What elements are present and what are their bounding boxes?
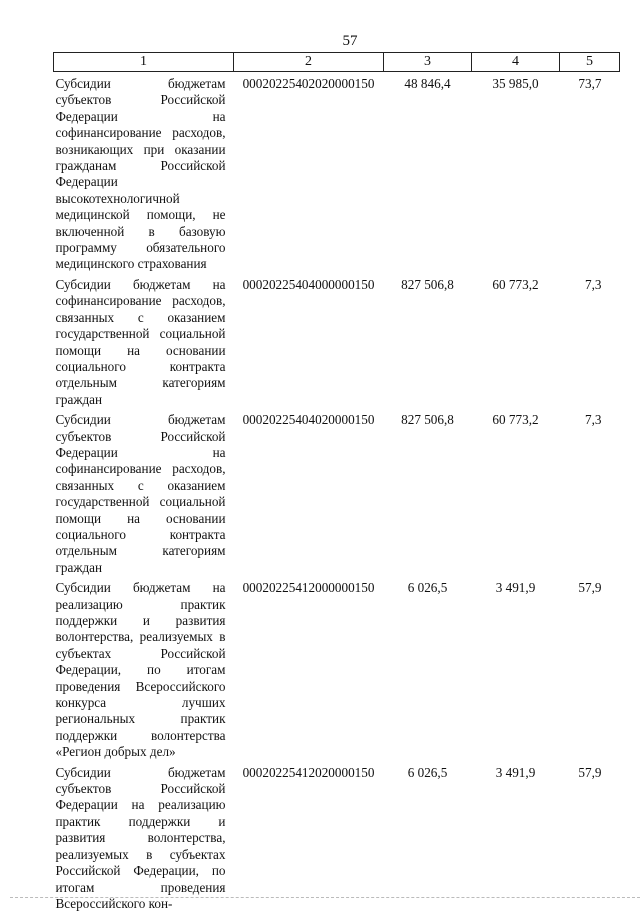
header-col-2: 2 — [234, 53, 384, 72]
row-code: 00020225404000000150 — [242, 276, 375, 292]
row-value-4: 60 773,2 — [492, 412, 539, 428]
page-number: 57 — [342, 33, 358, 49]
header-col-4: 4 — [472, 53, 560, 72]
row-description: Субсидии бюджетам на реализацию практик поддержки и развития волонтерства, реализуемых в субъектах Российской Федерации, по итогам проведения Всероссийского конкурса лучших региональных практик поддержки волонтерства «Регион добрых дел» — [55, 580, 226, 760]
header-col-5: 5 — [560, 53, 620, 72]
row-code: 00020225402020000150 — [242, 76, 375, 91]
row-value-5: 7,3 — [585, 412, 602, 428]
table-row — [54, 72, 620, 273]
budget-table — [53, 52, 620, 912]
row-value-3: 6 026,5 — [407, 580, 448, 596]
row-value-5: 7,3 — [585, 276, 602, 292]
row-value-3: 6 026,5 — [407, 764, 448, 780]
row-description: Субсидии бюджетам субъектов Российской Федерации на софинансирование расходов, возникающих при оказании гражданам Российской Федерации высокотехнологичной медицинской помощи, не включенной в базовую программу обязательного медицинского страхования — [55, 76, 226, 272]
row-description: Субсидии бюджетам на софинансирование расходов, связанных с оказанием государственной социальной помощи на основании социального контракта отдельным категориям граждан — [55, 276, 226, 407]
row-value-3: 48 846,4 — [404, 76, 451, 91]
row-value-3: 827 506,8 — [401, 276, 454, 292]
row-value-3: 827 506,8 — [401, 412, 454, 428]
row-description: Субсидии бюджетам субъектов Российской Федерации на софинансирование расходов, связанных с оказанием государственной социальной помощи на основании социального контракта отдельным категориям граждан — [55, 412, 226, 575]
header-col-1: 1 — [54, 53, 234, 72]
row-value-4: 35 985,0 — [492, 76, 539, 91]
header-row — [54, 53, 620, 72]
row-value-5: 73,7 — [578, 76, 602, 91]
row-code: 00020225412000000150 — [242, 580, 375, 596]
row-value-4: 3 491,9 — [495, 580, 536, 596]
row-code: 00020225404020000150 — [242, 412, 375, 428]
header-col-3: 3 — [384, 53, 472, 72]
table-row — [54, 576, 620, 760]
row-value-4: 3 491,9 — [495, 764, 536, 780]
table-row — [54, 408, 620, 576]
row-value-5: 57,9 — [578, 580, 602, 596]
row-description: Субсидии бюджетам субъектов Российской Федерации на реализацию практик поддержки и развития волонтерства, реализуемых в субъектах Российской Федерации, по итогам проведения Всероссийского кон- — [55, 764, 226, 911]
scan-edge-line — [10, 897, 640, 898]
row-code: 00020225412020000150 — [242, 764, 375, 780]
row-value-4: 60 773,2 — [492, 276, 539, 292]
table-row — [54, 273, 620, 408]
table-row — [54, 761, 620, 912]
row-value-5: 57,9 — [578, 764, 602, 780]
